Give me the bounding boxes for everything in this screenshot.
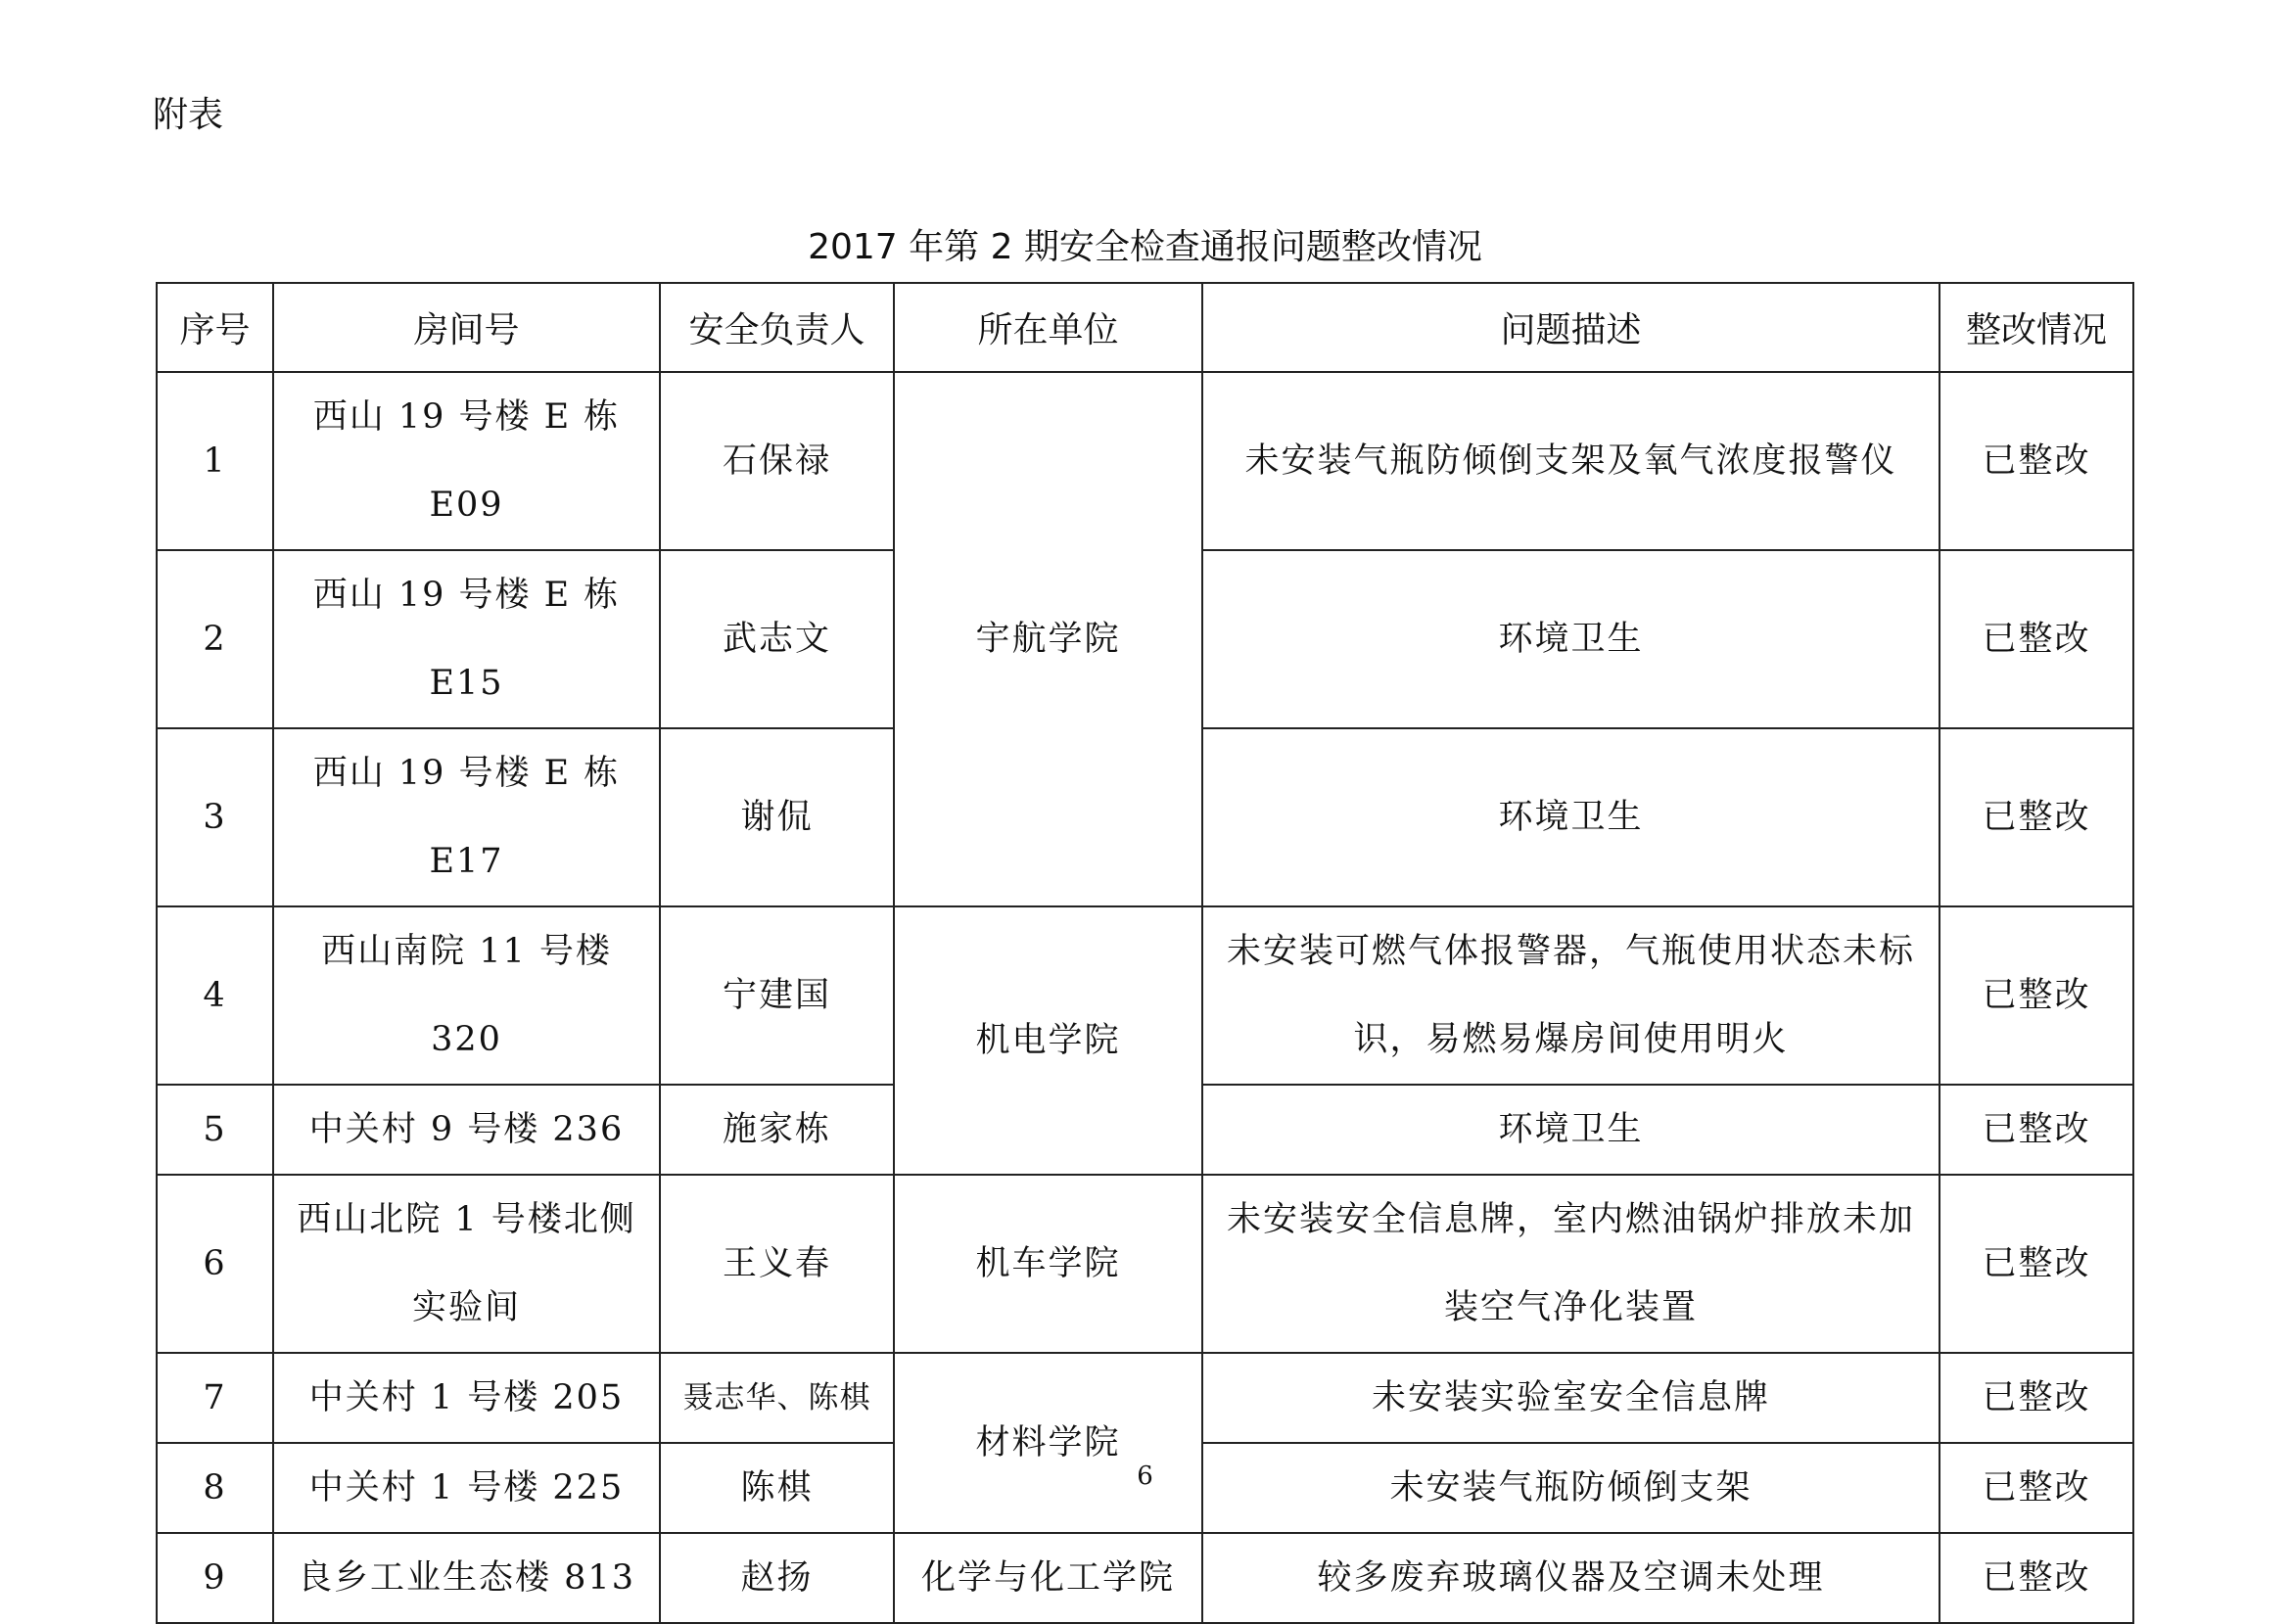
- cell-issue-description: 未安装气瓶防倾倒支架: [1202, 1443, 1939, 1533]
- cell-rectification-status: 已整改: [1939, 1443, 2133, 1533]
- cell-issue-description: 未安装实验室安全信息牌: [1202, 1353, 1939, 1443]
- cell-rectification-status: 已整改: [1939, 1085, 2133, 1175]
- cell-rectification-status: 已整改: [1939, 906, 2133, 1085]
- table-row: [157, 372, 2133, 550]
- cell-room-number: 中关村 1 号楼 225: [273, 1443, 660, 1533]
- cell-rectification-status: 已整改: [1939, 1353, 2133, 1443]
- table-header-row: [157, 283, 2133, 372]
- cell-room-number: 中关村 9 号楼 236: [273, 1085, 660, 1175]
- cell-room-number: 西山 19 号楼 E 栋 E09: [273, 372, 660, 550]
- cell-serial-number: 8: [157, 1443, 273, 1533]
- cell-issue-description: 未安装气瓶防倾倒支架及氧气浓度报警仪: [1202, 372, 1939, 550]
- cell-serial-number: 5: [157, 1085, 273, 1175]
- rectification-table: [156, 282, 2134, 1624]
- cell-safety-officer: 石保禄: [660, 372, 894, 550]
- cell-safety-officer: 陈棋: [660, 1443, 894, 1533]
- cell-issue-description: 较多废弃玻璃仪器及空调未处理: [1202, 1533, 1939, 1623]
- document-title: 2017 年第 2 期安全检查通报问题整改情况: [808, 227, 1482, 267]
- cell-serial-number: 1: [157, 372, 273, 550]
- cell-rectification-status: 已整改: [1939, 372, 2133, 550]
- cell-unit: 材料学院: [894, 1353, 1202, 1533]
- page-number: 6: [1137, 1462, 1153, 1491]
- cell-room-number: 西山 19 号楼 E 栋 E17: [273, 728, 660, 906]
- cell-room-number: 中关村 1 号楼 205: [273, 1353, 660, 1443]
- header-issue-description: 问题描述: [1202, 283, 1939, 372]
- cell-safety-officer: 赵扬: [660, 1533, 894, 1623]
- cell-unit: 化学与化工学院: [894, 1533, 1202, 1623]
- cell-safety-officer: 谢侃: [660, 728, 894, 906]
- cell-safety-officer: 宁建国: [660, 906, 894, 1085]
- cell-room-number: 西山北院 1 号楼北侧实验间: [273, 1175, 660, 1353]
- header-serial-number: 序号: [157, 283, 273, 372]
- cell-safety-officer: 施家栋: [660, 1085, 894, 1175]
- cell-rectification-status: 已整改: [1939, 728, 2133, 906]
- table-row: [157, 1353, 2133, 1443]
- cell-safety-officer: 聂志华、陈棋: [660, 1353, 894, 1443]
- cell-serial-number: 6: [157, 1175, 273, 1353]
- cell-serial-number: 7: [157, 1353, 273, 1443]
- cell-issue-description: 环境卫生: [1202, 550, 1939, 728]
- cell-rectification-status: 已整改: [1939, 1175, 2133, 1353]
- table-row: [157, 1175, 2133, 1353]
- cell-serial-number: 9: [157, 1533, 273, 1623]
- table-row: [157, 906, 2133, 1085]
- header-room-number: 房间号: [273, 283, 660, 372]
- header-unit: 所在单位: [894, 283, 1202, 372]
- header-rectification-status: 整改情况: [1939, 283, 2133, 372]
- table-row: [157, 1533, 2133, 1623]
- cell-rectification-status: 已整改: [1939, 550, 2133, 728]
- cell-serial-number: 2: [157, 550, 273, 728]
- cell-issue-description: 环境卫生: [1202, 728, 1939, 906]
- cell-issue-description: 未安装安全信息牌，室内燃油锅炉排放未加装空气净化装置: [1202, 1175, 1939, 1353]
- cell-issue-description: 未安装可燃气体报警器，气瓶使用状态未标识，易燃易爆房间使用明火: [1202, 906, 1939, 1085]
- appendix-label: 附表: [153, 95, 224, 135]
- cell-unit: 宇航学院: [894, 372, 1202, 906]
- cell-unit: 机车学院: [894, 1175, 1202, 1353]
- cell-safety-officer: 武志文: [660, 550, 894, 728]
- cell-room-number: 西山南院 11 号楼 320: [273, 906, 660, 1085]
- cell-serial-number: 3: [157, 728, 273, 906]
- cell-rectification-status: 已整改: [1939, 1533, 2133, 1623]
- cell-room-number: 西山 19 号楼 E 栋 E15: [273, 550, 660, 728]
- cell-unit: 机电学院: [894, 906, 1202, 1175]
- cell-room-number: 良乡工业生态楼 813: [273, 1533, 660, 1623]
- header-safety-officer: 安全负责人: [660, 283, 894, 372]
- cell-issue-description: 环境卫生: [1202, 1085, 1939, 1175]
- cell-safety-officer: 王义春: [660, 1175, 894, 1353]
- cell-serial-number: 4: [157, 906, 273, 1085]
